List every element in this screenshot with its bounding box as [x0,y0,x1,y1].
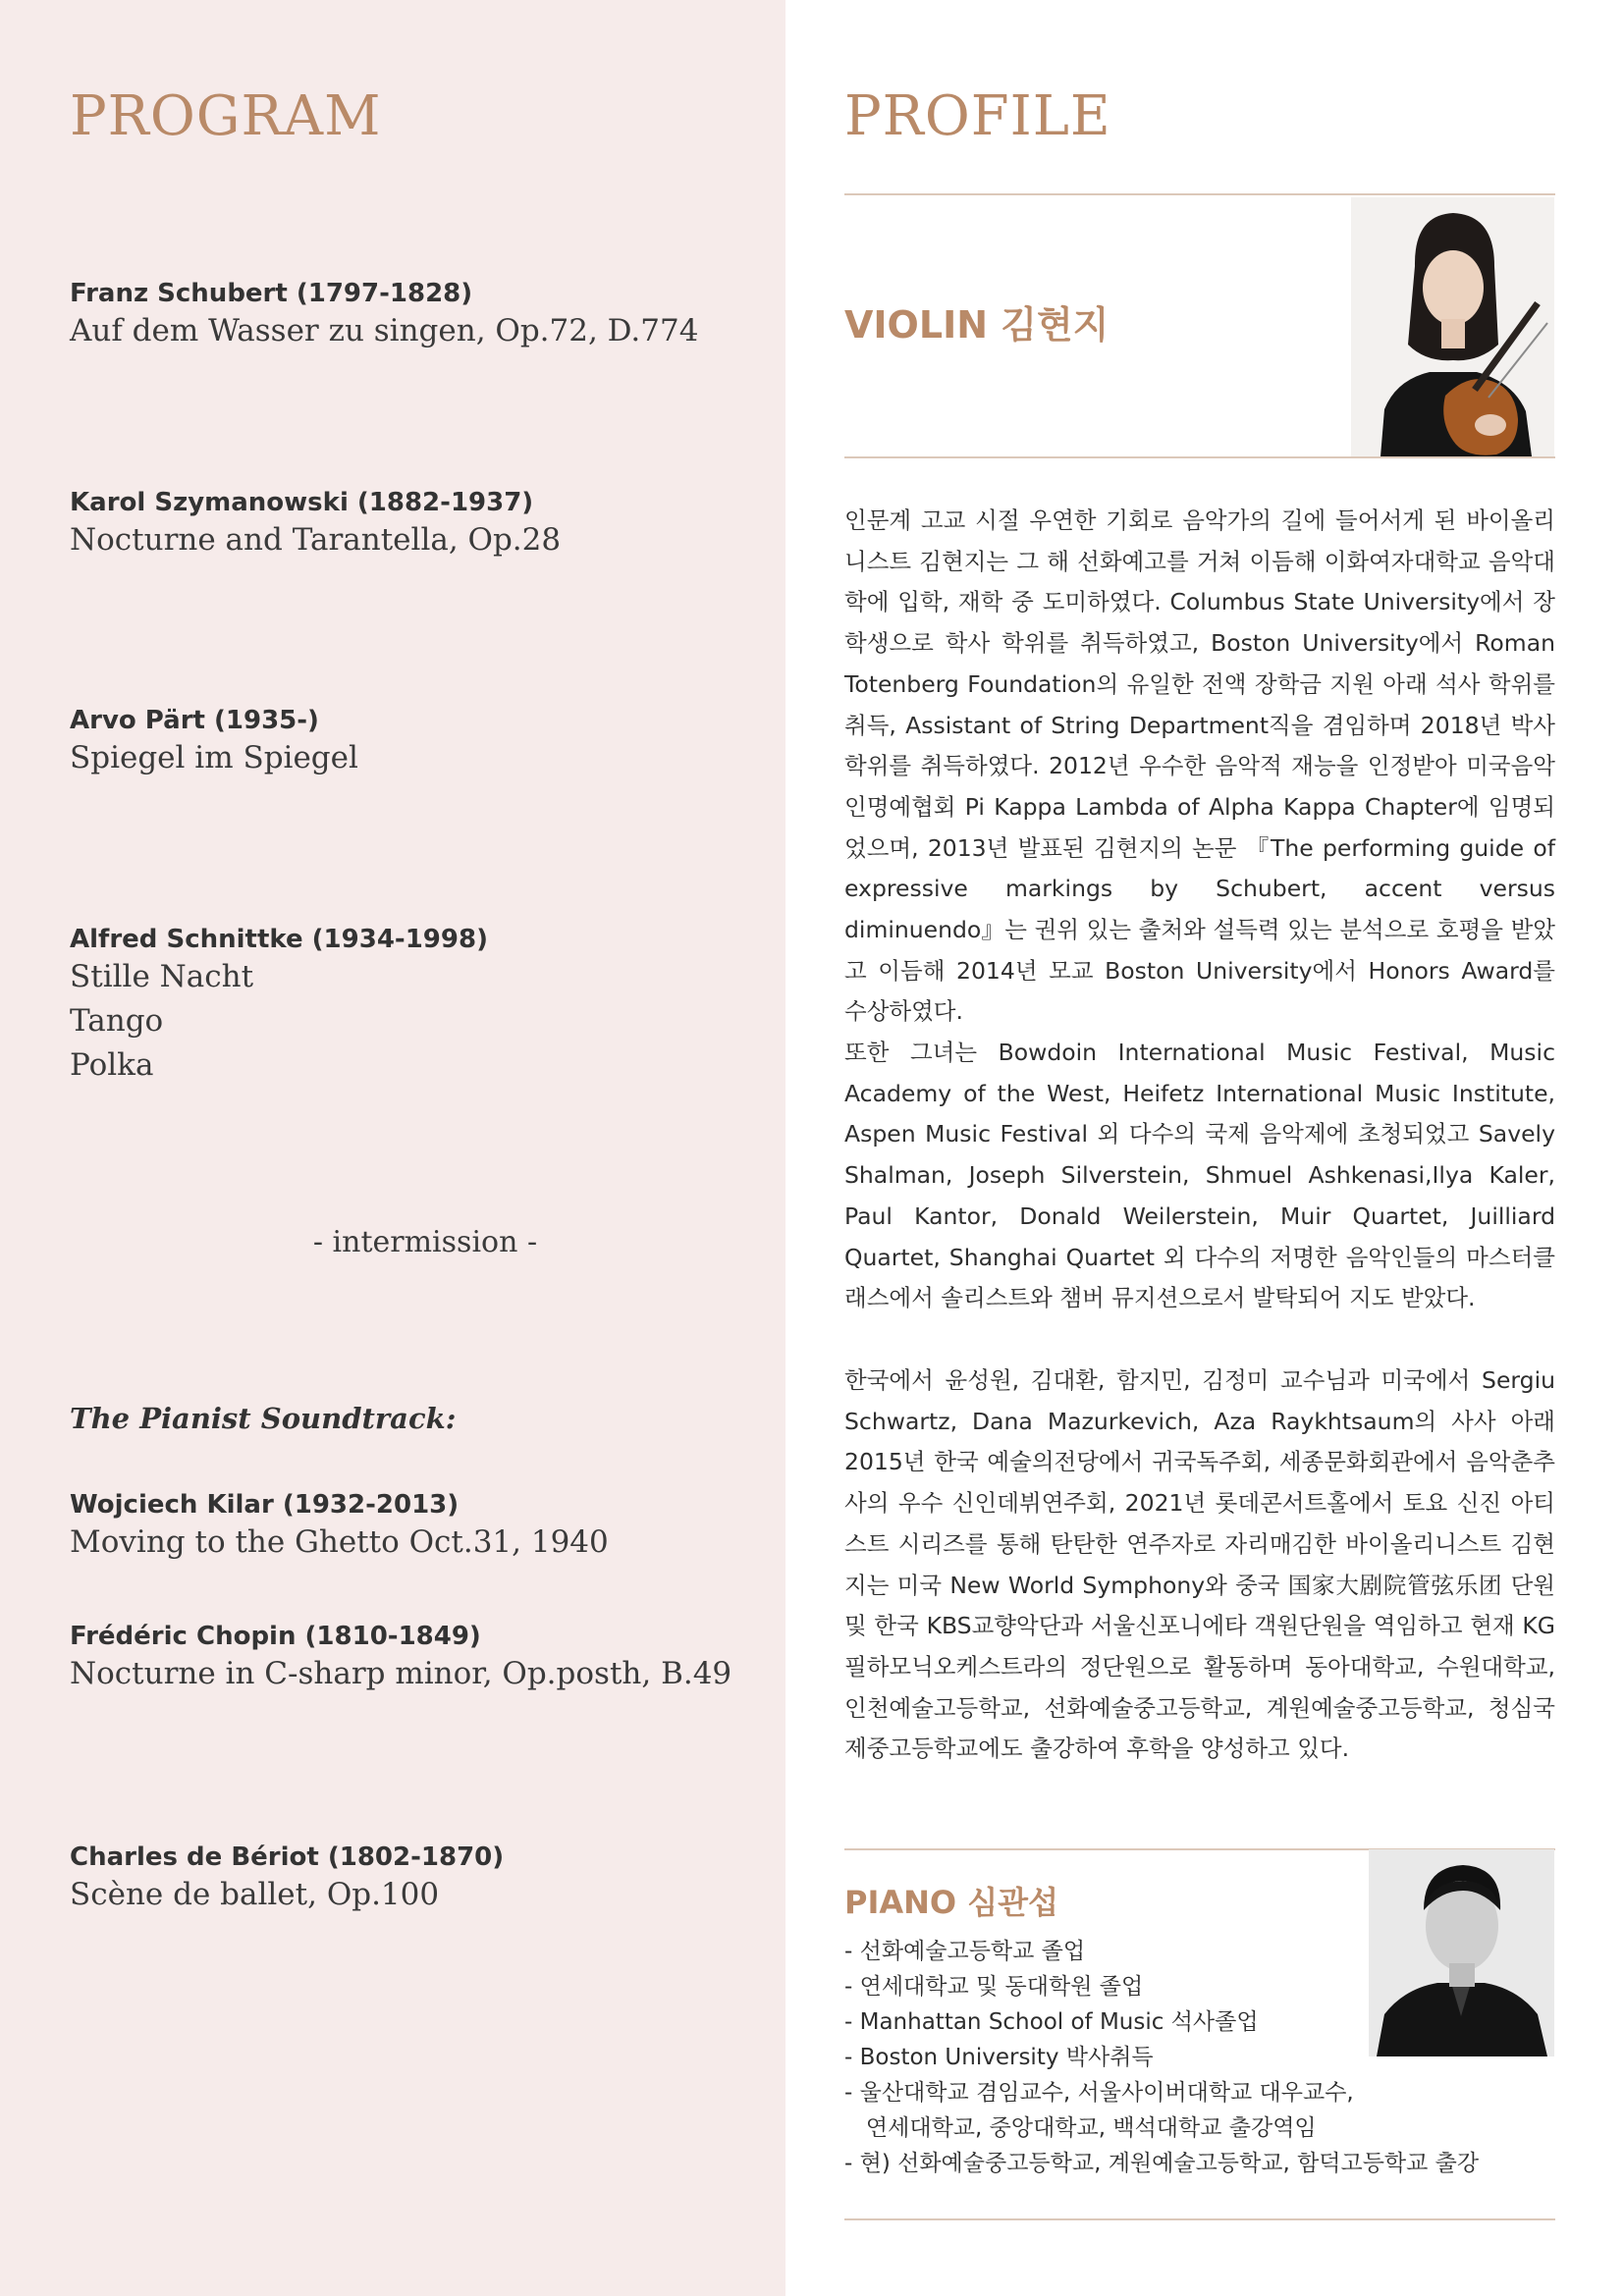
composer-name: Franz Schubert (1797-1828) [70,279,473,308]
intermission-label: - intermission - [312,1225,538,1259]
program-piece-part [70,705,358,780]
work-title: Spiegel im Spiegel [70,740,358,775]
program-piece-beriot [70,1842,504,1917]
program-piece-szymanowski [70,487,561,562]
list-item: 연세대학교, 중앙대학교, 백석대학교 출강역임 [844,2115,1317,2141]
profile-heading: PROFILE [844,84,1111,148]
list-item: - Manhattan School of Music 석사졸업 [844,2009,1259,2035]
divider [844,193,1555,195]
composer-name: Wojciech Kilar (1932-2013) [70,1490,460,1520]
list-item: - 연세대학교 및 동대학원 졸업 [844,1974,1144,2000]
work-title: Nocturne in C-sharp minor, Op.posth, B.49 [70,1656,732,1691]
composer-name: Karol Szymanowski (1882-1937) [70,488,534,517]
violin-bio-paragraph: 또한 그녀는 Bowdoin International Music Festival, Music Academy of the West, Heifetz International Music Institute, Aspen Music Festival 외 다수의 국제 음악제에 초청되었고 Savely Shalman, Joseph Silverstein, Shmuel Ashkenasi,Ilya Kaler, Paul Kantor, Donald Weilerstein, Muir Quartet, Juilliard Quartet, Shanghai Quartet 외 다수의 저명한 음악인들의 마스터클래스에서 솔리스트와 챔버 뮤지션으로서 발탁되어 지도 받았다. [844,1039,1555,1312]
work-title: Auf dem Wasser zu singen, Op.72, D.774 [70,313,699,348]
work-title: Moving to the Ghetto Oct.31, 1940 [70,1524,609,1560]
work-title: Polka [70,1047,154,1083]
work-title: Stille Nacht [70,959,254,994]
composer-name: Arvo Pärt (1935-) [70,706,319,735]
composer-name: Frédéric Chopin (1810-1849) [70,1622,481,1651]
program-piece-chopin [70,1621,731,1696]
violin-bio-paragraph: 한국에서 윤성원, 김대환, 함지민, 김정미 교수님과 미국에서 Sergiu Schwartz, Dana Mazurkevich, Aza Raykhtsaum의 사사 아래 2015년 한국 예술의전당에서 귀국독주회, 세종문화회관에서 음악춘추사의 우수 신인데뷔연주회, 2021년 롯데콘서트홀에서 토요 신진 아티스트 시리즈를 통해 탄탄한 연주자로 자리매김한 바이올리니스트 김현지는 미국 New World Symphony와 중국 国家大剧院管弦乐团 단원 및 한국 KBS교향악단과 서울신포니에타 객원단원을 역임하고 현재 KG필하모닉오케스트라의 정단원으로 활동하며 동아대학교, 수원대학교, 인천예술고등학교, 선화예술중고등학교, 계원예술중고등학교, 청심국제중고등학교에도 출강하여 후학을 양성하고 있다. [844,1366,1555,1763]
list-item: - Boston University 박사취득 [844,2045,1154,2070]
violin-title: VIOLIN 김현지 [844,303,1110,347]
list-item: - 선화예술고등학교 졸업 [844,1939,1086,1964]
list-item: - 현) 선화예술중고등학교, 계원예술고등학교, 함덕고등학교 출강 [844,2151,1480,2176]
violin-bio-paragraph: 인문계 고교 시절 우연한 기회로 음악가의 길에 들어서게 된 바이올리니스트 김현지는 그 해 선화예고를 거쳐 이듬해 이화여자대학교 음악대학에 입학, 재학 중 도미하였다. Columbus State University에서 장학생으로 학사 학위를 취득하였고, Boston University에서 Roman Totenberg Foundation의 유일한 전액 장학금 지원 아래 석사 학위를 취득, Assistant of String Department직을 겸임하며 2018년 박사 학위를 취득하였다. 2012년 우수한 음악적 재능을 인정받아 미국음악인명예협회 Pi Kappa Lambda of Alpha Kappa Chapter에 임명되었으며, 2013년 발표된 김현지의 논문 『The performing guide of expressive markings by Schubert, accent versus diminuendo』는 권위 있는 출처와 설득력 있는 분석으로 호평을 받았고 이듬해 2014년 모교 Boston University에서 Honors Award를 수상하였다. [844,507,1555,1026]
composer-name: Alfred Schnittke (1934-1998) [70,925,488,954]
program-piece-kilar [70,1489,609,1565]
violinist-photo [1351,197,1554,456]
piano-profile-list [844,1934,1479,2181]
work-title: Nocturne and Tarantella, Op.28 [70,522,562,558]
program-piece-schnittke [70,924,488,1088]
composer-name: Charles de Bériot (1802-1870) [70,1842,505,1872]
program-heading: PROGRAM [70,84,382,148]
work-title: Scène de ballet, Op.100 [70,1877,440,1912]
piano-title: PIANO 심관섭 [844,1884,1058,1921]
list-item: - 울산대학교 겸임교수, 서울사이버대학교 대우교수, [844,2080,1354,2106]
section-title-pianist-soundtrack: The Pianist Soundtrack: [70,1402,457,1435]
work-title: Tango [70,1003,164,1039]
program-piece-schubert [70,278,698,353]
divider [844,2218,1555,2220]
divider [844,456,1555,458]
